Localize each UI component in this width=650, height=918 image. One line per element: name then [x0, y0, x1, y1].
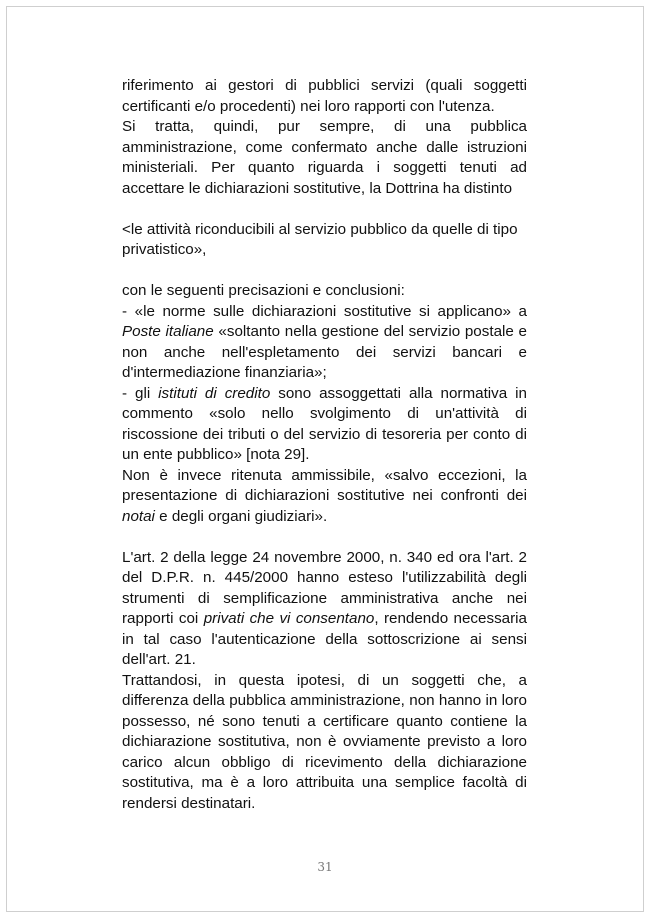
paragraph-8 — [122, 548, 527, 671]
paragraph-gap — [122, 199, 527, 220]
italic-text: notai — [122, 507, 155, 525]
text-run: L'art. 2 della legge 24 novembre 2000, n. 340 ed ora l'art. 2 del D.P.R. n. 445/2000 hanno esteso l'utilizzabilità degli strumenti di semplificazione amministrativa anche nei rapporti coi — [122, 548, 527, 627]
paragraph-3 — [122, 220, 527, 261]
text-run: «soltanto nella gestione del servizio postale e non anche nell'espletamento dei servizi bancari e d'intermediazione finanziaria»; — [122, 323, 527, 381]
paragraph-gap — [122, 261, 527, 282]
text-run: Trattandosi, in questa ipotesi, di un soggetti che, a differenza della pubblica amministrazione, non hanno in loro possesso, né sono tenuti a certificare quanto contiene la dichiarazione sostitutiva, non è ovviamente previsto a loro carico alcun obbligo di ricevimento della dichiarazione sostitutiva, ma è a loro attribuita una semplice facoltà di rendersi destinatari. — [122, 671, 527, 812]
text-run: sono assoggettati alla normativa in commento «solo nello svolgimento di un'attività di riscossione dei tributi o del servizio di tesoreria per conto di un ente pubblico» [nota 29]. — [122, 384, 527, 463]
paragraph-4 — [122, 281, 527, 302]
paragraph-6 — [122, 384, 527, 466]
text-run: con le seguenti precisazioni e conclusioni: — [122, 282, 405, 299]
text-run: riferimento ai gestori di pubblici servizi (quali soggetti certificanti e/o procedenti) nei loro rapporti con l'utenza. — [122, 77, 527, 115]
italic-text: privati che vi consentano — [203, 610, 375, 627]
text-run: , rendendo necessaria in tal caso l'autenticazione della sottoscrizione ai sensi dell'art. 21. — [122, 610, 527, 668]
italic-text: Poste italiane — [122, 323, 214, 340]
text-run: - «le norme sulle dichiarazioni sostitutive si applicano» a — [122, 302, 527, 320]
paragraph-1 — [122, 76, 527, 117]
paragraph-5 — [122, 302, 527, 384]
text-run: Non è invece ritenuta ammissibile, «salvo eccezioni, la presentazione di dichiarazioni sostitutive nei confronti dei — [122, 466, 527, 504]
text-run: - gli — [122, 384, 159, 402]
paragraph-2 — [122, 117, 527, 199]
text-run: Si tratta, quindi, pur sempre, di una pubblica amministrazione, come confermato anche dalle istruzioni ministeriali. Per quanto riguarda i soggetti tenuti ad accettare le dichiarazioni sostitutive, la Dottrina ha distinto — [122, 118, 527, 197]
paragraph-7 — [122, 466, 527, 528]
paragraph-9 — [122, 671, 527, 815]
paragraph-gap — [122, 527, 527, 548]
text-run: e degli organi giudiziari». — [154, 507, 328, 525]
text-run: <le attività riconducibili al servizio pubblico da quelle di tipo privatistico», — [122, 220, 518, 258]
page-number: 31 — [317, 860, 333, 874]
body-text — [122, 76, 527, 814]
italic-text: istituti di credito — [158, 384, 271, 402]
